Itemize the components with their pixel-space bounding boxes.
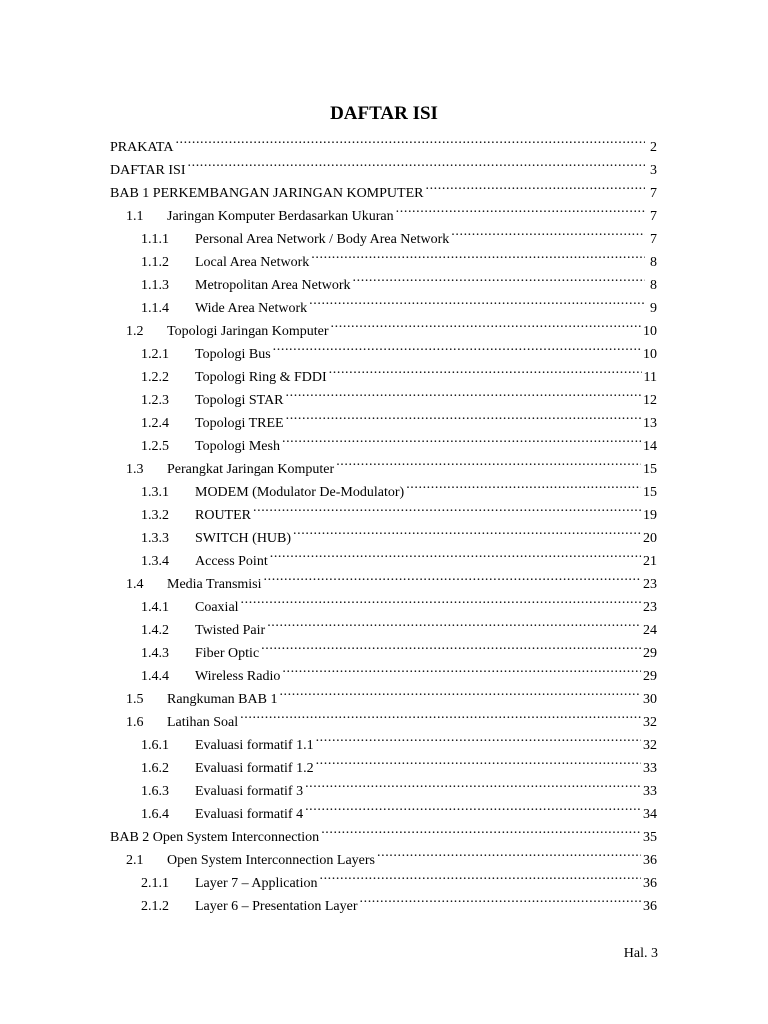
toc-entry-label: Topologi STAR — [195, 393, 284, 408]
toc-entry-number: 1.3 — [126, 462, 144, 477]
toc-entry-number: 1.6.1 — [141, 738, 169, 753]
toc-entry-number: 1.5 — [126, 692, 144, 707]
toc-dot-leader — [336, 450, 641, 473]
toc-dot-leader — [451, 220, 645, 243]
toc-entry-number: 1.6.3 — [141, 784, 169, 799]
toc-entry-number: 1.4.2 — [141, 623, 169, 638]
toc-entry-label: Topologi Mesh — [195, 439, 280, 454]
toc-entry-label: Coaxial — [195, 600, 239, 615]
toc-entry-page: 7 — [650, 209, 657, 224]
toc-entry-page: 11 — [643, 370, 657, 385]
toc-entry-page: 8 — [650, 278, 657, 293]
toc-entry-number: 1.2.3 — [141, 393, 169, 408]
toc-entry-number: 2.1.2 — [141, 899, 169, 914]
toc-entry-label: Media Transmisi — [167, 577, 262, 592]
toc-entry-page: 7 — [650, 186, 657, 201]
toc-entry-label: Evaluasi formatif 3 — [195, 784, 304, 799]
toc-entry-number: 1.6 — [126, 715, 144, 730]
toc-dot-leader — [241, 588, 641, 611]
toc-entry-page: 14 — [643, 439, 657, 454]
toc-entry-number: 1.1.1 — [141, 232, 169, 247]
page-title: DAFTAR ISI — [330, 103, 438, 124]
toc-entry-label: Twisted Pair — [195, 623, 266, 638]
table-of-contents — [110, 128, 657, 914]
toc-dot-leader — [331, 312, 641, 335]
toc-entry-page: 3 — [650, 163, 657, 178]
toc-entry-page: 33 — [643, 761, 657, 776]
toc-dot-leader — [311, 243, 645, 266]
toc-dot-leader — [175, 128, 645, 151]
toc-entry-page: 9 — [650, 301, 657, 316]
toc-entry-number: 1.2.5 — [141, 439, 169, 454]
toc-entry-page: 15 — [643, 462, 657, 477]
toc-dot-leader — [279, 680, 641, 703]
toc-dot-leader — [282, 657, 641, 680]
toc-entry-page: 23 — [643, 577, 657, 592]
toc-entry-label: Perangkat Jaringan Komputer — [167, 462, 335, 477]
toc-dot-leader — [264, 565, 641, 588]
toc-dot-leader — [188, 151, 646, 174]
toc-entry-label: Access Point — [195, 554, 268, 569]
toc-entry-number: 1.4 — [126, 577, 144, 592]
toc-entry-page: 33 — [643, 784, 657, 799]
toc-dot-leader — [406, 473, 641, 496]
toc-dot-leader — [270, 542, 641, 565]
toc-entry-number: 1.3.1 — [141, 485, 169, 500]
toc-entry-number: 1.2 — [126, 324, 144, 339]
toc-entry-page: 21 — [643, 554, 657, 569]
toc-entry-page: 34 — [643, 807, 657, 822]
toc-entry-label: Topologi Bus — [195, 347, 271, 362]
toc-entry-number: 1.4.3 — [141, 646, 169, 661]
toc-entry-page: 20 — [643, 531, 657, 546]
toc-entry-label: BAB 1 PERKEMBANGAN JARINGAN KOMPUTER — [110, 186, 424, 201]
toc-entry-page: 24 — [643, 623, 657, 638]
toc-entry-label: Layer 7 – Application — [195, 876, 318, 891]
toc-entry-page: 36 — [643, 876, 657, 891]
toc-entry-number: 1.1.3 — [141, 278, 169, 293]
toc-entry-label: Personal Area Network / Body Area Network — [195, 232, 450, 247]
toc-entry-page: 19 — [643, 508, 657, 523]
toc-entry-label: Local Area Network — [195, 255, 310, 270]
toc-dot-leader — [360, 887, 642, 910]
toc-entry-number: 1.6.2 — [141, 761, 169, 776]
toc-entry-number: 1.2.1 — [141, 347, 169, 362]
toc-dot-leader — [396, 197, 645, 220]
toc-dot-leader — [316, 749, 641, 772]
toc-dot-leader — [282, 427, 641, 450]
toc-entry-number: 1.3.2 — [141, 508, 169, 523]
toc-entry-label: Metropolitan Area Network — [195, 278, 351, 293]
toc-entry-label: Rangkuman BAB 1 — [167, 692, 278, 707]
toc-entry-label: Latihan Soal — [167, 715, 239, 730]
toc-entry-number: 1.1.2 — [141, 255, 169, 270]
toc-entry-page: 13 — [643, 416, 657, 431]
toc-entry-page: 35 — [643, 830, 657, 845]
toc-entry-page: 30 — [643, 692, 657, 707]
toc-entry[interactable] — [110, 151, 657, 178]
toc-entry-number: 1.1 — [126, 209, 144, 224]
toc-entry-number: 1.4.4 — [141, 669, 169, 684]
toc-dot-leader — [286, 404, 641, 427]
toc-entry[interactable] — [110, 128, 657, 155]
toc-entry-label: Wide Area Network — [195, 301, 308, 316]
toc-dot-leader — [305, 772, 641, 795]
toc-dot-leader — [316, 726, 641, 749]
toc-entry-page: 2 — [650, 140, 657, 155]
toc-dot-leader — [286, 381, 641, 404]
toc-entry-number: 2.1.1 — [141, 876, 169, 891]
toc-entry-label: Jaringan Komputer Berdasarkan Ukuran — [167, 209, 394, 224]
toc-dot-leader — [253, 496, 641, 519]
toc-entry-label: Topologi Ring & FDDI — [195, 370, 327, 385]
toc-entry-page: 10 — [643, 324, 657, 339]
toc-entry-number: 1.6.4 — [141, 807, 169, 822]
toc-entry-page: 36 — [643, 899, 657, 914]
toc-entry-page: 12 — [643, 393, 657, 408]
toc-dot-leader — [240, 703, 641, 726]
toc-entry-label: Wireless Radio — [195, 669, 281, 684]
toc-dot-leader — [425, 174, 645, 197]
toc-entry-label: Topologi TREE — [195, 416, 284, 431]
toc-dot-leader — [267, 611, 641, 634]
toc-entry-page: 7 — [650, 232, 657, 247]
toc-entry-number: 1.2.4 — [141, 416, 169, 431]
toc-entry-page: 23 — [643, 600, 657, 615]
toc-entry-label: DAFTAR ISI — [110, 163, 186, 178]
toc-dot-leader — [353, 266, 645, 289]
toc-entry-label: SWITCH (HUB) — [195, 531, 292, 546]
toc-entry-page: 29 — [643, 669, 657, 684]
toc-entry-number: 1.1.4 — [141, 301, 169, 316]
page-footer: Hal. 3 — [623, 946, 658, 961]
toc-entry-label: MODEM (Modulator De-Modulator) — [195, 485, 405, 500]
toc-dot-leader — [261, 634, 641, 657]
toc-entry-label: ROUTER — [195, 508, 251, 523]
toc-dot-leader — [319, 864, 641, 887]
toc-entry-page: 15 — [643, 485, 657, 500]
toc-entry-page: 36 — [643, 853, 657, 868]
toc-entry-page: 29 — [643, 646, 657, 661]
toc-entry-number: 2.1 — [126, 853, 144, 868]
toc-entry-number: 1.3.3 — [141, 531, 169, 546]
toc-entry-label: Evaluasi formatif 1.2 — [195, 761, 314, 776]
toc-entry-label: Evaluasi formatif 4 — [195, 807, 304, 822]
toc-entry-page: 32 — [643, 738, 657, 753]
toc-entry-label: Topologi Jaringan Komputer — [167, 324, 329, 339]
toc-dot-leader — [377, 841, 641, 864]
toc-entry-label: Layer 6 – Presentation Layer — [195, 899, 358, 914]
toc-entry-page: 8 — [650, 255, 657, 270]
toc-entry-number: 1.4.1 — [141, 600, 169, 615]
toc-dot-leader — [329, 358, 642, 381]
toc-entry-label: Open System Interconnection Layers — [167, 853, 375, 868]
toc-entry-label: Evaluasi formatif 1.1 — [195, 738, 314, 753]
toc-entry-number: 1.2.2 — [141, 370, 169, 385]
toc-dot-leader — [293, 519, 641, 542]
toc-entry-label: BAB 2 Open System Interconnection — [110, 830, 320, 845]
toc-entry[interactable] — [110, 174, 657, 201]
toc-entry-number: 1.3.4 — [141, 554, 169, 569]
toc-dot-leader — [321, 818, 641, 841]
toc-entry-page: 32 — [643, 715, 657, 730]
toc-dot-leader — [273, 335, 641, 358]
toc-dot-leader — [309, 289, 645, 312]
toc-entry-page: 10 — [643, 347, 657, 362]
toc-entry-label: PRAKATA — [110, 140, 174, 155]
toc-dot-leader — [305, 795, 641, 818]
toc-entry-label: Fiber Optic — [195, 646, 260, 661]
